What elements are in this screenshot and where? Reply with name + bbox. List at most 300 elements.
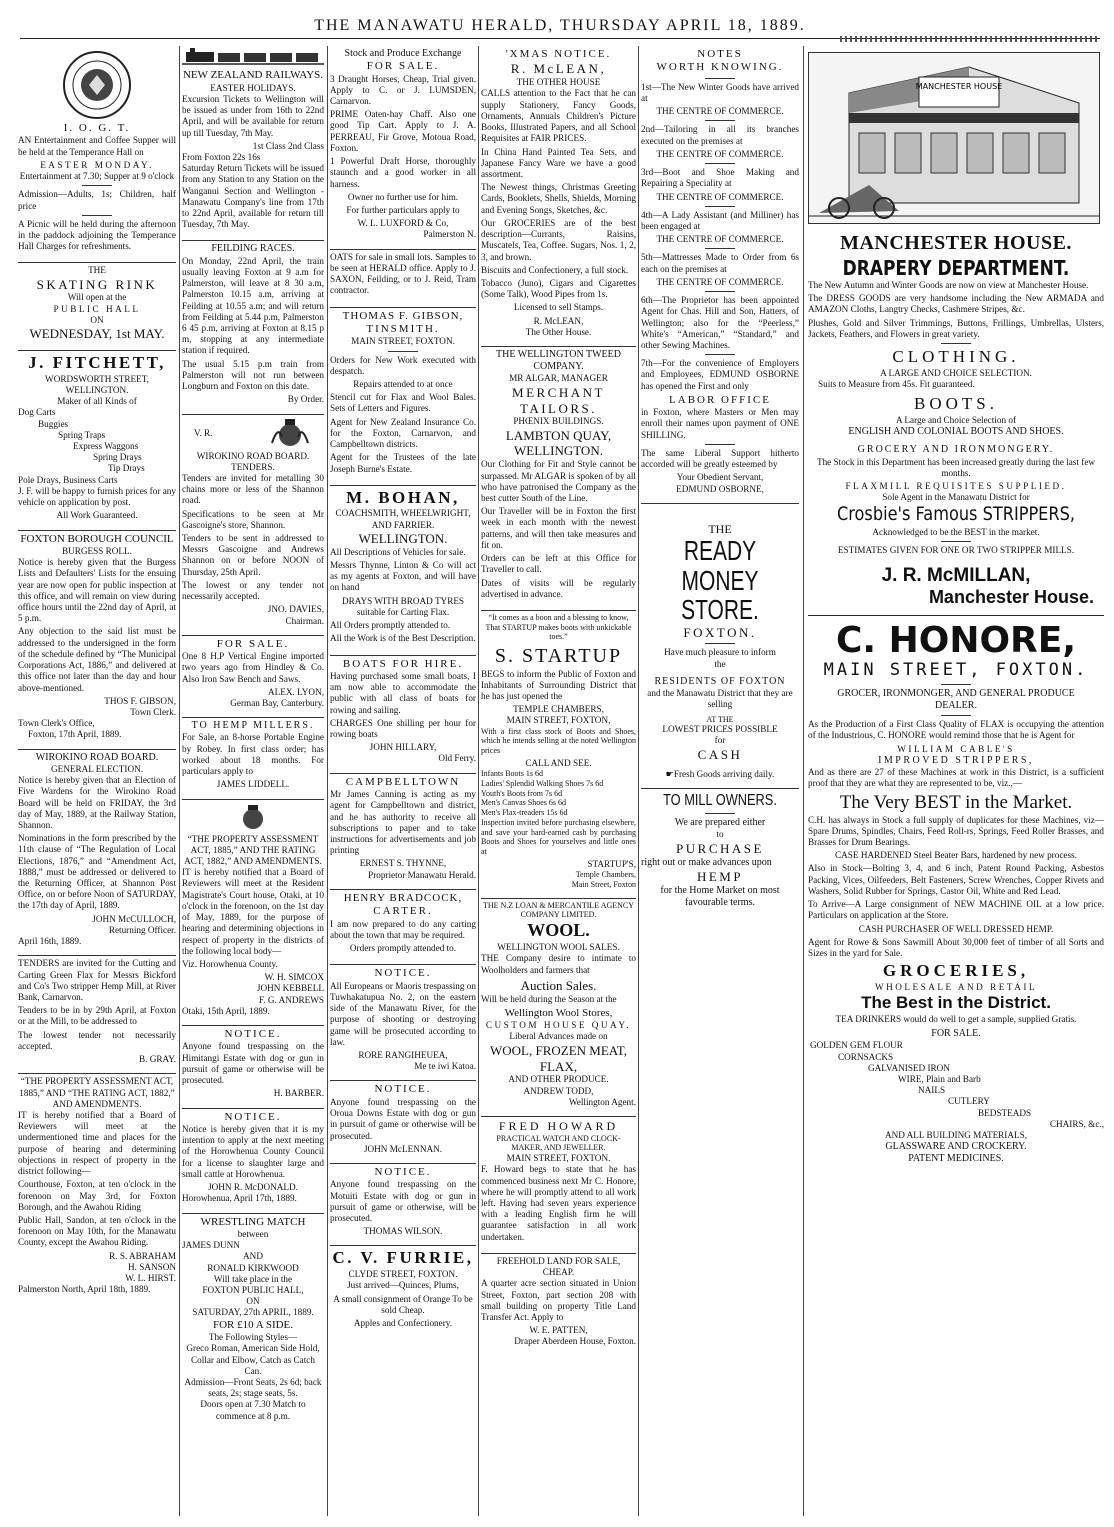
patent-medicines: PATENT MEDICINES. xyxy=(908,1153,1004,1165)
notice-signature: Me te iwi Katoa. xyxy=(414,1061,476,1072)
sale-item: GALVANISED IRON xyxy=(868,1062,950,1073)
borough-signature: THOS F. GIBSON, xyxy=(104,695,176,706)
drapery-text: Plushes, Gold and Silver Trimmings, Buttons, Frillings, Umbrellas, Ulsters, Jackets, Feathers, and Flowers in great variety. xyxy=(808,317,1104,339)
notice-title: NOTICE. xyxy=(374,967,432,980)
note-text: 6th—The Proprietor has been appointed Agent for Chas. Hill and Son, Hatters, of Wellington; also for the “Peerless,” White's “American,” “Standard,” and other Sewing Machines. xyxy=(641,295,799,350)
mclean-title: 'XMAS NOTICE. xyxy=(505,48,612,60)
campbelltown-text: Mr James Canning is acting as my agent for Campbelltown and district, and he has authority to receive all subscriptions to paper and to take instructions for advertisements and job printing xyxy=(330,789,476,856)
flax-title: FLAXMILL REQUISITES SUPPLIED. xyxy=(845,481,1067,492)
best-district: The Best in the District. xyxy=(861,993,1051,1013)
glassware: GLASSWARE AND CROCKERY. xyxy=(885,1141,1027,1153)
notice-oroua xyxy=(330,1080,476,1159)
iogt-text: Entertainment at 7.30; Supper at 9 o'clock xyxy=(19,171,175,182)
honore-title: C. HONORE, xyxy=(835,620,1077,662)
royal-crest-icon xyxy=(233,804,273,832)
fitchett-guarantee: All Work Guaranteed. xyxy=(56,510,138,521)
mclean-name: R. McLEAN, xyxy=(510,61,607,77)
wool-sales: Auction Sales. xyxy=(520,977,597,993)
skating-text: Will open at the xyxy=(67,292,127,303)
osborne-notes-ad xyxy=(641,46,799,499)
masthead-ornament xyxy=(840,36,1100,42)
tweed-manager: MR ALGAR, MANAGER xyxy=(509,373,608,384)
sale-item: CHAIRS, &c., xyxy=(1049,1118,1104,1129)
startup-quote: “It comes as a boon and a blessing to know, That STARTUP makes boots with unkickable toes.” xyxy=(485,612,632,642)
bohan-text: Messrs Thynne, Linton & Co will act as my agents at Foxton, and will have on hand xyxy=(330,560,476,593)
borough-text: Notice is hereby given that the Burgess Lists and Defaulters' Lists for the ensuing year are now open for public inspection at this office, and will remain on view during office hours until the 22nd day of April, at 5 p.m. xyxy=(18,557,176,624)
tweed-building: PHŒNIX BUILDINGS. xyxy=(513,416,604,427)
wirokino-title: WIROKINO ROAD BOARD. xyxy=(35,751,159,763)
campbelltown-title: CAMPBELLTOWN xyxy=(345,775,461,788)
howard-title: FRED HOWARD xyxy=(498,1119,619,1134)
railways-title: NEW ZEALAND RAILWAYS. xyxy=(182,69,324,82)
mclean-signature: The Other House. xyxy=(525,326,592,337)
exchange-text: Owner no further use for him. xyxy=(347,191,459,202)
exchange-signature: Palmerston N. xyxy=(423,229,476,240)
improved-strippers: IMPROVED STRIPPERS, xyxy=(878,754,1034,766)
mill-hemp: HEMP xyxy=(696,868,744,884)
boats-title: BOATS FOR HIRE. xyxy=(342,657,464,670)
startup-address: MAIN STREET, FOXTON, xyxy=(506,715,611,726)
gibson-ad xyxy=(330,307,476,481)
notice-text: Anyone found trespassing on the Motuiti Estate with dog or gun in pursuit of game or otherwise, will be prosecuted. xyxy=(330,1179,476,1224)
races-signature: By Order. xyxy=(287,394,324,405)
ready-text: the xyxy=(714,658,726,669)
races-text: The usual 5.15 p.m train from Palmerston will not run between Longburn and Foxton on this date. xyxy=(182,358,324,392)
boats-signature: JOHN HILLARY, xyxy=(369,742,437,753)
sale-item: GOLDEN GEM FLOUR xyxy=(810,1040,903,1051)
clothing-text: Suits to Measure from 45s. Fit guaranteed. xyxy=(818,379,975,390)
otaki-assessment-ad xyxy=(182,799,324,1022)
vehicle-item: Dog Carts xyxy=(18,407,56,418)
property-signature: H. SANSON xyxy=(128,1261,176,1272)
mill-purchase: PURCHASE xyxy=(676,840,764,856)
note-text: The same Liberal Support hitherto accorded will be greatly esteemed by xyxy=(641,447,799,470)
startup-text: Inspection invited before purchasing elsewhere, and save your hard-earned cash by purchasing Boots and Shoes for yourselves and little ones at xyxy=(481,817,636,857)
wool-text: Will be held during the Season at the xyxy=(481,993,617,1004)
drapery-department: DRAPERY DEPARTMENT. xyxy=(842,255,1070,280)
tenders-text: TENDERS are invited for the Cutting and Carting Green Flax for Messrs Bickford and Co's Two stripper Hemp Mill, at River Bank, Carnarvon. xyxy=(18,958,176,1003)
startup-ad xyxy=(481,610,636,894)
tenders-text: Tenders to be in by 29th April, at Foxton or at the Mill, to be addressed to xyxy=(18,1005,176,1027)
mcmillan-name: J. R. McMILLAN, xyxy=(881,565,1031,587)
skating-hall: PUBLIC HALL xyxy=(53,303,141,314)
honore-text: To Arrive—A Large consignment of NEW MACHINE OIL at a low price. Particulars on application at the Store. xyxy=(808,899,1104,921)
mclean-ad xyxy=(481,46,636,342)
wrestling-ad xyxy=(182,1213,324,1426)
vehicle-item: Spring Drays xyxy=(93,452,142,463)
wirokino-date: April 16th, 1889. xyxy=(18,936,82,947)
wool-title: WOOL. xyxy=(527,920,590,941)
notice-motuiti xyxy=(330,1163,476,1242)
roadboard-text: Specifications to be seen at Mr Gascoigne's store, Shannon. xyxy=(182,508,324,530)
sale-item: CORNSACKS xyxy=(838,1051,894,1062)
wool-ad xyxy=(481,898,636,1112)
railways-text: Excursion Tickets to Wellington will be issued as under from 16th to 22nd April, and will be available for return up till Tuesday, 7th May. xyxy=(182,93,324,138)
price-item: Men's Flax-treaders 15s 6d xyxy=(481,808,568,818)
borough-signature: Town Clerk. xyxy=(130,707,176,718)
notice-signature: JOHN McLENNAN. xyxy=(363,1143,443,1154)
forsale-title: FOR SALE. xyxy=(931,1028,981,1040)
bohan-ad xyxy=(330,485,476,651)
wrestling-on: ON xyxy=(246,1296,260,1307)
property-title: “THE PROPERTY ASSESSMENT ACT, 1885,” AND “THE RATING ACT, 1882,” AND AMENDMENTS. xyxy=(19,1076,175,1109)
forsale-title: FOR SALE. xyxy=(216,637,290,650)
notice-text: Notice is hereby given that it is my intention to apply at the next meeting of the Horowhenua County Council for a license to slaughter large and small cattle at Horowhenua. xyxy=(182,1123,324,1179)
boats-ad xyxy=(330,655,476,769)
mcmillan-house: Manchester House. xyxy=(928,587,1094,608)
wirokino-election-ad xyxy=(18,749,176,952)
osborne-signature: EDMUND OSBORNE, xyxy=(676,483,764,494)
drapery-text: The DRESS GOODS are very handsome including the New ARMADA and AMAZON Cloths, Langtry Checks, Cashmere Stripes, &c. xyxy=(808,293,1104,315)
races-title: FEILDING RACES. xyxy=(211,243,295,255)
borough-text: Any objection to the said list must be addressed to the undersigned in the form of the schedule defined by “The Municipal Corporations Act, 1886,” and delivered at this office not later than the day and hour above-mentioned. xyxy=(18,626,176,693)
startup-building: TEMPLE CHAMBERS, xyxy=(513,704,604,715)
iogt-ad xyxy=(18,46,176,258)
roadboard-text: Tenders to be sent in addressed to Messrs Gascoigne and Andrews Shannon on or before NOON of Thursday, 25th April. xyxy=(182,533,324,577)
note-text: 1st—The New Winter Goods have arrived at xyxy=(641,81,799,104)
wrestler-a: JAMES DUNN xyxy=(182,1240,240,1251)
currie-ad xyxy=(330,1245,476,1335)
iogt-day: EASTER MONDAY. xyxy=(40,159,154,170)
note-centre: THE CENTRE OF COMMERCE. xyxy=(656,191,784,202)
notice-tuwhakatupua xyxy=(330,964,476,1076)
borough-date: Foxton, 17th April, 1889. xyxy=(28,729,122,740)
mclean-signature: R. McLEAN, xyxy=(533,315,584,326)
tweed-text: Our Traveller will be in Foxton the first week in each month with the newest patterns, and will then take measures and fit on. xyxy=(481,506,636,550)
boats-text: Having purchased some small boats, I am now able to accommodate the public with all class of boats for rowing and sailing. xyxy=(330,670,476,715)
fitchett-ad xyxy=(18,350,176,526)
mclean-sub: THE OTHER HOUSE xyxy=(516,77,601,88)
clothing-text: A LARGE AND CHOICE SELECTION. xyxy=(880,367,1032,378)
skating-ad xyxy=(18,262,176,346)
wirokino-text: Notice is hereby given that an Election of Five Wardens for the Wirokino Road Board will be held on FRIDAY, the 3rd day of May, 1889, at the Railway Station, Shannon. xyxy=(18,775,176,830)
mill-text: to xyxy=(716,829,724,840)
startup-text: With a first class stock of Boots and Shoes, which he intends selling at the noted Wellington prices xyxy=(481,726,636,756)
hemp-signature: JAMES LIDDELL. xyxy=(216,779,290,790)
bohan-text: DRAYS WITH BROAD TYRES suitable for Carting Flax. xyxy=(341,595,465,617)
freehold-ad xyxy=(481,1253,636,1352)
labor-office: LABOR OFFICE xyxy=(669,393,771,406)
wool-sub: WELLINGTON WOOL SALES. xyxy=(497,942,620,953)
grocery-text: The Stock in this Department has been increased greatly during the last few months. xyxy=(816,456,1096,478)
honore-text: CASH PURCHASER OF WELL DRESSED HEMP. xyxy=(858,923,1054,934)
wool-stores: Wellington Wool Stores, xyxy=(504,1006,613,1019)
gibson-title: THOMAS F. GIBSON, xyxy=(342,309,464,322)
column-rule xyxy=(327,46,328,1516)
stock-exchange-ad xyxy=(330,46,476,245)
tenders-text: The lowest tender not necessarily accepted. xyxy=(18,1029,176,1051)
bradcock-text: Orders promptly attended to. xyxy=(349,943,457,954)
boots-text: ENGLISH AND COLONIAL BOOTS AND SHOES. xyxy=(848,426,1064,438)
note-text: 7th—For the convenience of Employers and Employees, EDMUND OSBORNE has opened the First and only xyxy=(641,358,799,391)
roadboard-signature: Chairman. xyxy=(285,615,324,626)
mclean-text: Tobacco (Juno), Cigars and Cigarettes (Some Talk), Wood Pipes from 1s. xyxy=(481,277,636,300)
railways-ad xyxy=(182,46,324,236)
column-rule xyxy=(638,46,639,1516)
howard-address: MAIN STREET, FOXTON. xyxy=(506,1153,611,1164)
gibson-text: Repairs attended to at once xyxy=(353,379,453,389)
note-centre: THE CENTRE OF COMMERCE. xyxy=(656,106,784,117)
notice-date: Horowhenua, April 17th, 1889. xyxy=(182,1193,297,1204)
exchange-title: Stock and Produce Exchange xyxy=(344,48,462,59)
bohan-title: M. BOHAN, xyxy=(346,487,460,507)
exchange-signature: W. L. LUXFORD & Co, xyxy=(357,218,449,229)
ready-text: Have much pleasure to inform xyxy=(664,647,776,658)
notice-text: All Europeans or Maoris trespassing on Tuwhakatupua No. 2, on the eastern side of the Manawatu River, for the purpose of shooting or destroying game will be prosecuted according to law. xyxy=(330,980,476,1047)
mclean-text: In China Hand Painted Tea Sets, and Japanese Fancy Ware we have a good assortment. xyxy=(481,146,636,180)
column-1 xyxy=(18,46,176,1521)
skating-the: THE xyxy=(88,265,106,276)
freehold-text: A quarter acre section situated in Union Street, Foxton, part section 208 with small building on property Title Land Transfer Act. Apply to xyxy=(481,1278,636,1322)
hemp-millers-ad xyxy=(182,717,324,794)
ready-fresh: ☛Fresh Goods arriving daily. xyxy=(665,768,775,779)
oats-text: OATS for sale in small lots. Samples to be seen at HERALD office. Apply to J. SAXON, Feilding, or to J. Reid, Tram contractor. xyxy=(330,251,476,296)
fare-row: From Foxton 22s 16s xyxy=(182,151,261,162)
roadboard-text: Tenders are invited for metalling 30 chains more or less of the Shannon road. xyxy=(182,472,324,506)
notice-title: NOTICE. xyxy=(224,1028,282,1041)
bradcock-title: HENRY BRADCOCK, xyxy=(343,891,463,904)
assessment-text: Viz. Horowhenua County. xyxy=(182,958,278,969)
manchester-title: MANCHESTER HOUSE. xyxy=(840,232,1072,255)
iogt-seal-icon xyxy=(62,50,132,120)
notice-signature: RORE RANGIHEUEA, xyxy=(358,1050,448,1061)
vr-mark: V. R. xyxy=(194,427,213,438)
estimates-text: ESTIMATES GIVEN FOR ONE OR TWO STRIPPER MILLS. xyxy=(837,544,1075,555)
wool-agency: THE N.Z LOAN & MERCANTILE AGENCY COMPANY LIMITED. xyxy=(482,900,635,920)
assessment-date: Otaki, 15th April, 1889. xyxy=(182,1005,270,1016)
notice-himitangi xyxy=(182,1025,324,1104)
tweed-text: Orders can be left at this Office for Traveller to call. xyxy=(481,553,636,575)
skating-date: WEDNESDAY, 1st MAY. xyxy=(29,326,165,342)
note-centre: THE CENTRE OF COMMERCE. xyxy=(656,148,784,159)
note-centre: THE CENTRE OF COMMERCE. xyxy=(656,276,784,287)
freehold-signature: W. E. PATTEN, xyxy=(529,1325,588,1336)
clothing-title: CLOTHING. xyxy=(892,347,1020,367)
honore-text: Also in Stock—Bolting 3, 4, and 6 inch, Patent Round Packing, Asbestos Packing, Vices, Oilfeeders, Belt Fasteners, Screw Wrenches, Copper Rivets and Washers, Solid Rubber for Springs, Castor Oil, White and Red Lead. xyxy=(808,863,1104,896)
wool-signature: ANDREW TODD, xyxy=(523,1085,594,1096)
mill-text: right out or make advances upon xyxy=(641,856,772,868)
howard-text: F. Howard begs to state that he has commenced business next Mr C. Honore, where he will promptly attend to all work left. Having had seven years experience with a leading English firm he will guarantee satisfaction in all work undertaken. xyxy=(481,1164,636,1242)
tweed-ad xyxy=(481,346,636,606)
column-rule xyxy=(179,46,180,1516)
price-item: Men's Canvas Shoes 6s 6d xyxy=(481,798,566,808)
startup-signature: Main Street, Foxton xyxy=(571,879,636,889)
iogt-text: Admission—Adults, 1s; Children, half price xyxy=(18,189,176,211)
wrestling-text: Admission—Front Seats, 2s 6d; back seats, 2s; stage seats, 5s. xyxy=(184,1376,322,1399)
wirokino-signature: Returning Officer. xyxy=(108,924,176,935)
hemp-text: For Sale, an 8-horse Portable Engine by Robey. In first class order; has worked about 18 months. For particulars apply to xyxy=(182,732,324,777)
fitchett-title: J. FITCHETT, xyxy=(28,352,166,372)
price-item: Infants Boots 1s 6d xyxy=(481,769,543,779)
campbelltown-signature: Proprietor Manawatu Herald. xyxy=(368,869,476,880)
exchange-text: 1 Powerful Draft Horse, thoroughly staunch and a good worker in all harness. xyxy=(330,156,476,189)
shop-sign: MANCHESTER HOUSE xyxy=(915,82,1003,91)
wool-text: Liberal Advances made on xyxy=(509,1031,608,1042)
mclean-text: Biscuits and Confectionery, a full stock. xyxy=(481,264,629,275)
property-text: IT is hereby notified that a Board of Reviewers will meet at the undermentioned time and places for the purpose of hearing and determining objections in respect of property in the district following— xyxy=(18,1109,176,1177)
gibson-text: Agent for the Trustees of the late Joseph Burne's Estate. xyxy=(330,452,476,474)
note-centre: THE CENTRE OF COMMERCE. xyxy=(656,234,784,245)
boats-text: CHARGES One shilling per hour for rowing boats xyxy=(330,717,476,740)
vehicle-item: Buggies xyxy=(38,418,69,429)
bohan-text: All the Work is of the Best Description. xyxy=(330,633,476,644)
building-materials: AND ALL BUILDING MATERIALS, xyxy=(884,1130,1028,1141)
note-yours: Your Obedient Servant, xyxy=(676,472,764,483)
honore-text: C.H. has always in Stock a full supply of duplicates for these Machines, viz—Spare Drums, Spindles, Chairs, Feed Roll-rs, Springs, Feed Roller Brasses, and Brasses for Drum Bearings. xyxy=(808,814,1104,847)
currie-text: Just arrived—Quinces, Plums, xyxy=(347,1280,459,1291)
tweed-text: Dates of visits will be regularly advertised in advance. xyxy=(481,577,636,599)
assessment-signature: JOHN KEBBELL xyxy=(256,983,324,994)
wrestling-and: AND xyxy=(243,1251,263,1262)
column-6 xyxy=(808,46,1104,1521)
roadboard-signature: JNO. DAVIES, xyxy=(267,604,324,615)
exchange-text: PRIME Oaten-hay Chaff. Also one good Tip Cart. Apply to J. A. PERREAU, Fir Grove, Motoua Road, Foxton. xyxy=(330,109,476,153)
ready-lowest: LOWEST PRICES POSSIBLE xyxy=(662,724,778,735)
column-2 xyxy=(182,46,324,1521)
royal-crest-icon xyxy=(268,417,312,451)
train-icon xyxy=(182,48,324,66)
fitchett-maker: Maker of all Kinds of xyxy=(57,396,137,407)
currie-text: Apples and Confectionery. xyxy=(353,1318,453,1329)
notice-slaughter xyxy=(182,1108,324,1209)
wrestling-between: between xyxy=(237,1228,269,1239)
races-text: On Monday, 22nd April, the train usually leaving Foxton at 9 a.m for Palmerston, will leave at 8 30 a.m, Palmerston 10.15 a.m, arriving at Feilding at 10.55 a.m; and will return from Feilding at 5.44 p.m, Palmerston 6 45 p.m, arriving at Foxton at 8.15 p m, stopping at any intermediate station if required. xyxy=(182,255,324,356)
tea-text: TEA DRINKERS would do well to get a sample, supplied Gratis. xyxy=(835,1013,1077,1024)
bohan-sub: COACHSMITH, WHEELWRIGHT, AND FARRIER. xyxy=(335,508,471,530)
mill-text: We are prepared either xyxy=(674,817,766,829)
ready-residents: RESIDENTS OF FOXTON xyxy=(654,675,786,687)
howard-sub: PRACTICAL WATCH AND CLOCK-MAKER, AND JEWELLER. xyxy=(496,1133,621,1153)
tweed-sub: MERCHANT TAILORS. xyxy=(512,384,605,416)
notice-text: Anyone found trespassing on the Himitangi Estate with dog or gun in pursuit of game or otherwise will be prosecuted. xyxy=(182,1041,324,1086)
freehold-title: FREEHOLD LAND FOR SALE, CHEAP. xyxy=(496,1255,621,1278)
notice-signature: THOMAS WILSON. xyxy=(363,1226,443,1237)
iogt-text: A Picnic will be held during the afternoon in the paddock adjoining the Temperance Hall Charges for refreshments. xyxy=(18,218,176,252)
strippers-title: Crosbie's Famous STRIPPERS, xyxy=(836,503,1075,526)
grocery-title: GROCERY AND IRONMONGERY. xyxy=(857,444,1055,456)
vehicle-item: Express Waggons xyxy=(73,441,139,452)
startup-signature: Temple Chambers, xyxy=(575,870,636,880)
assessment-title: “THE PROPERTY ASSESSMENT ACT, 1885,” AND THE RATING ACT, 1882,” AND AMENDMENTS. xyxy=(184,833,322,866)
manchester-house-illustration-icon xyxy=(808,52,1100,224)
wrestling-stake: FOR £10 A SIDE. xyxy=(212,1318,294,1331)
wrestling-text: The Following Styles— xyxy=(208,1332,298,1343)
wirokino-text: Nominations in the form prescribed by the 11th clause of “The Regulation of Local Elections, 1876,” and “Amendment Act, 1888,” must be addressed or delivered to the Returning Officer, at Shannon Post Office, on or before Noon of SATURDAY, the 17th day of April, 1889. xyxy=(18,833,176,911)
ready-money-ad xyxy=(641,503,799,784)
bohan-city: WELLINGTON. xyxy=(358,530,448,546)
borough-title: FOXTON BOROUGH COUNCIL xyxy=(20,532,174,545)
currie-title: C. V. FURRIE, xyxy=(332,1248,474,1268)
skating-title: SKATING RINK xyxy=(36,276,158,292)
gibson-text: Stencil cut for Flax and Wool Bales. Sets of Letters and Figures. xyxy=(330,392,476,414)
property-signature: W. L. HIRST. xyxy=(125,1273,176,1284)
honore-trade: GROCER, IRONMONGER, AND GENERAL PRODUCE DEALER. xyxy=(837,687,1075,711)
tweed-address: LAMBTON QUAY, WELLINGTON. xyxy=(505,427,612,459)
cable-name: WILLIAM CABLE'S xyxy=(897,743,1015,754)
borough-sub: BURGESS ROLL. xyxy=(62,545,132,556)
groceries-title: GROCERIES, xyxy=(882,961,1030,981)
wrestler-b: RONALD KIRKWOOD xyxy=(207,1262,299,1273)
assessment-signature: W. H. SIMCOX xyxy=(264,972,324,983)
ready-town: FOXTON. xyxy=(683,624,757,640)
exchange-text: For further particulars apply to xyxy=(346,205,460,215)
freehold-signature: Draper Aberdeen House, Foxton. xyxy=(514,1336,636,1347)
borough-ad xyxy=(18,530,176,745)
fitchett-address: WORDSWORTH STREET, WELLINGTON. xyxy=(45,373,149,395)
wrestling-text: Doors open at 7.30 Match to commence at 8 p.m. xyxy=(200,1399,306,1421)
notice-text: Anyone found trespassing on the Oroua Downs Estate with dog or gun in pursuit of game or otherwise will be prosecuted. xyxy=(330,1096,476,1141)
startup-signature: STARTUP'S, xyxy=(587,858,636,869)
note-text: 4th—A Lady Assistant (and Milliner) has been engaged at xyxy=(641,209,799,231)
price-item: Ladies' Splendid Walking Shoes 7s 6d xyxy=(481,778,604,788)
masthead xyxy=(20,14,1100,39)
sale-item: NAILS xyxy=(918,1085,946,1096)
notes-sub: WORTH KNOWING. xyxy=(656,61,784,74)
forsale-signature: ALEX. LYON, xyxy=(268,686,324,697)
column-3 xyxy=(330,46,476,1521)
assessment-signature: F. G. ANDREWS xyxy=(258,994,324,1005)
bradcock-ad xyxy=(330,889,476,960)
oats-ad xyxy=(330,249,476,303)
mill-title: TO MILL OWNERS. xyxy=(663,791,777,809)
startup-title: S. STARTUP xyxy=(494,645,623,668)
wrestling-hall: FOXTON PUBLIC HALL, xyxy=(202,1285,304,1295)
forsale-signature: German Bay, Canterbury. xyxy=(230,698,324,709)
notice-title: NOTICE. xyxy=(374,1165,432,1178)
bohan-text: All Orders promptly attended to. xyxy=(330,620,451,631)
mill-owners-ad xyxy=(641,788,799,913)
engine-for-sale-ad xyxy=(182,635,324,714)
currie-address: CLYDE STREET, FOXTON. xyxy=(348,1269,458,1280)
fitchett-text: J. F. will be happy to furnish prices for any vehicle on application by post. xyxy=(18,485,176,508)
flax-tenders-ad xyxy=(18,955,176,1069)
property-signature: R. S. ABRAHAM xyxy=(109,1250,176,1261)
mclean-text: CALLS attention to the Fact that he can supply Stationery, Fancy Goods, Ornaments, Annuals Children's Picture Books, Illustrated Papers, and all School Requisites at FAIR PRICES. xyxy=(481,88,636,144)
notice-title: NOTICE. xyxy=(224,1110,282,1123)
mclean-text: Our GROCERIES are of the best description—Currants, Raisins, Muscatels, Tea, Coffee. Sugars, Nos. 1, 2, 3, and brown. xyxy=(481,217,636,262)
ready-text: and the Manawatu District that they are selling xyxy=(647,688,793,710)
price-item: Youth's Boots from 7s 6d xyxy=(481,788,563,798)
column-4 xyxy=(481,46,636,1521)
gibson-sub: TINSMITH. xyxy=(366,322,440,335)
note-text: 2nd—Tailoring in all its branches executed on the premises at xyxy=(641,124,799,146)
note-text: 3rd—Boot and Shoe Making and Repairing a Speciality at xyxy=(641,167,799,189)
sale-item: CUTLERY xyxy=(948,1096,990,1107)
honore-address: MAIN STREET, FOXTON. xyxy=(823,660,1089,680)
flax-text: Sole Agent in the Manawatu District for xyxy=(882,492,1030,503)
currie-text: A small consignment of Orange To be sold Cheap. xyxy=(333,1293,473,1315)
roadboard-sub: TENDERS. xyxy=(231,461,275,472)
forsale-text: One 8 H.P Vertical Engine imported two years ago from Hindley & Co. Also Iron Saw Bench and Saws. xyxy=(182,651,324,684)
honore-text: And as there are 27 of these Machines at work in this District, is a sufficient proof that they are what they are represented to be, viz.,— xyxy=(808,766,1104,789)
wirokino-sub: GENERAL ELECTION. xyxy=(50,763,144,774)
sale-item: WIRE, Plain and Barb xyxy=(898,1073,981,1084)
bradcock-sub: CARTER. xyxy=(373,905,433,918)
property-assessment-ad xyxy=(18,1073,176,1299)
campbelltown-ad xyxy=(330,773,476,885)
boats-signature: Old Ferry. xyxy=(438,753,476,764)
tweed-text: Our Clothing for Fit and Style cannot be surpassed. Mr ALGAR is spoken of by all who have patronised the Company as the best cutter South of the Line. xyxy=(481,459,636,503)
roadboard-text: The lowest or any tender not necessarily accepted. xyxy=(182,579,324,602)
howard-ad xyxy=(481,1116,636,1249)
note-text: 5th—Mattresses Made to Order from 6s each on the premises at xyxy=(641,252,799,274)
roadboard-title: WIROKINO ROAD BOARD. xyxy=(196,450,310,461)
tenders-signature: B. GRAY. xyxy=(138,1054,176,1065)
wrestling-text: Greco Roman, American Side Hold, Collar and Elbow, Catch as Catch Can. xyxy=(186,1343,320,1376)
borough-office: Town Clerk's Office, xyxy=(18,718,95,729)
very-best: The Very BEST in the Market. xyxy=(839,792,1073,814)
wrestling-text: Will take place in the xyxy=(213,1273,293,1284)
